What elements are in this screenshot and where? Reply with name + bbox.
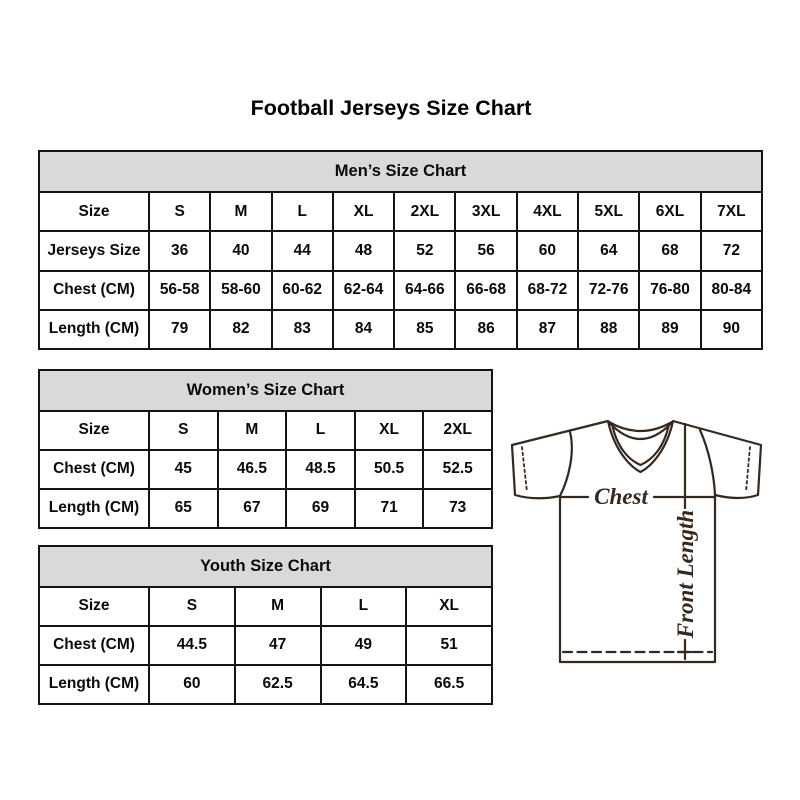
mens-r3-c1: 79 — [149, 310, 210, 349]
mens-r2-c0: Chest (CM) — [39, 271, 149, 310]
womens-table — [38, 369, 493, 529]
mens-table-title: Men’s Size Chart — [39, 151, 762, 192]
mens-r3-c7: 87 — [517, 310, 578, 349]
womens-r2-c5: 73 — [423, 489, 492, 528]
womens-r2-c0: Length (CM) — [39, 489, 149, 528]
mens-r0-c4: XL — [333, 192, 394, 231]
mens-r1-c9: 68 — [639, 231, 700, 270]
mens-r2-c5: 64-66 — [394, 271, 455, 310]
mens-r1-c3: 44 — [272, 231, 333, 270]
youth-r0-c4: XL — [406, 587, 492, 626]
youth-table — [38, 545, 493, 705]
mens-r1-c2: 40 — [210, 231, 271, 270]
youth-r0-c2: M — [235, 587, 321, 626]
womens-r2-c3: 69 — [286, 489, 355, 528]
youth-r0-c3: L — [321, 587, 407, 626]
mens-r3-c3: 83 — [272, 310, 333, 349]
mens-r2-c10: 80-84 — [701, 271, 762, 310]
mens-r2-c6: 66-68 — [455, 271, 516, 310]
youth-r0-c1: S — [149, 587, 235, 626]
mens-r0-c0: Size — [39, 192, 149, 231]
mens-r1-c5: 52 — [394, 231, 455, 270]
youth-r1-c4: 51 — [406, 626, 492, 665]
youth-r2-c2: 62.5 — [235, 665, 321, 704]
womens-r2-c4: 71 — [355, 489, 424, 528]
mens-r3-c2: 82 — [210, 310, 271, 349]
womens-r0-c5: 2XL — [423, 411, 492, 450]
womens-r1-c2: 46.5 — [218, 450, 287, 489]
womens-table-title: Women’s Size Chart — [39, 370, 492, 411]
youth-size-chart-table — [38, 545, 493, 705]
mens-r3-c5: 85 — [394, 310, 455, 349]
mens-r0-c7: 4XL — [517, 192, 578, 231]
mens-r0-c3: L — [272, 192, 333, 231]
mens-r2-c9: 76-80 — [639, 271, 700, 310]
chest-label: Chest — [594, 484, 648, 509]
mens-r2-c4: 62-64 — [333, 271, 394, 310]
mens-r2-c8: 72-76 — [578, 271, 639, 310]
womens-size-chart-table — [38, 369, 493, 529]
youth-table-title: Youth Size Chart — [39, 546, 492, 587]
jersey-outline-shape — [512, 421, 761, 662]
youth-r1-c3: 49 — [321, 626, 407, 665]
womens-r1-c4: 50.5 — [355, 450, 424, 489]
mens-r0-c9: 6XL — [639, 192, 700, 231]
womens-r2-c1: 65 — [149, 489, 218, 528]
womens-r0-c2: M — [218, 411, 287, 450]
womens-r0-c0: Size — [39, 411, 149, 450]
youth-r2-c4: 66.5 — [406, 665, 492, 704]
mens-r1-c10: 72 — [701, 231, 762, 270]
womens-r1-c0: Chest (CM) — [39, 450, 149, 489]
mens-r3-c9: 89 — [639, 310, 700, 349]
mens-r0-c8: 5XL — [578, 192, 639, 231]
front-length-label: Front Length — [673, 509, 698, 639]
mens-r2-c7: 68-72 — [517, 271, 578, 310]
mens-r0-c10: 7XL — [701, 192, 762, 231]
womens-r2-c2: 67 — [218, 489, 287, 528]
mens-r0-c1: S — [149, 192, 210, 231]
mens-r3-c8: 88 — [578, 310, 639, 349]
youth-r2-c0: Length (CM) — [39, 665, 149, 704]
mens-r2-c2: 58-60 — [210, 271, 271, 310]
youth-r2-c3: 64.5 — [321, 665, 407, 704]
mens-size-chart-table — [38, 150, 763, 350]
womens-r1-c3: 48.5 — [286, 450, 355, 489]
mens-r2-c1: 56-58 — [149, 271, 210, 310]
jersey-measurement-diagram — [500, 400, 780, 680]
mens-r0-c5: 2XL — [394, 192, 455, 231]
youth-r0-c0: Size — [39, 587, 149, 626]
womens-r0-c3: L — [286, 411, 355, 450]
mens-table — [38, 150, 763, 350]
mens-r1-c1: 36 — [149, 231, 210, 270]
mens-r1-c8: 64 — [578, 231, 639, 270]
mens-r2-c3: 60-62 — [272, 271, 333, 310]
womens-r0-c4: XL — [355, 411, 424, 450]
womens-r1-c5: 52.5 — [423, 450, 492, 489]
youth-r1-c1: 44.5 — [149, 626, 235, 665]
mens-r1-c6: 56 — [455, 231, 516, 270]
mens-r3-c6: 86 — [455, 310, 516, 349]
page-title: Football Jerseys Size Chart — [250, 96, 532, 120]
youth-r1-c2: 47 — [235, 626, 321, 665]
mens-r3-c10: 90 — [701, 310, 762, 349]
womens-r0-c1: S — [149, 411, 218, 450]
youth-r2-c1: 60 — [149, 665, 235, 704]
womens-r1-c1: 45 — [149, 450, 218, 489]
mens-r0-c2: M — [210, 192, 271, 231]
mens-r0-c6: 3XL — [455, 192, 516, 231]
mens-r1-c4: 48 — [333, 231, 394, 270]
mens-r3-c0: Length (CM) — [39, 310, 149, 349]
mens-r3-c4: 84 — [333, 310, 394, 349]
mens-r1-c7: 60 — [517, 231, 578, 270]
youth-r1-c0: Chest (CM) — [39, 626, 149, 665]
mens-r1-c0: Jerseys Size — [39, 231, 149, 270]
